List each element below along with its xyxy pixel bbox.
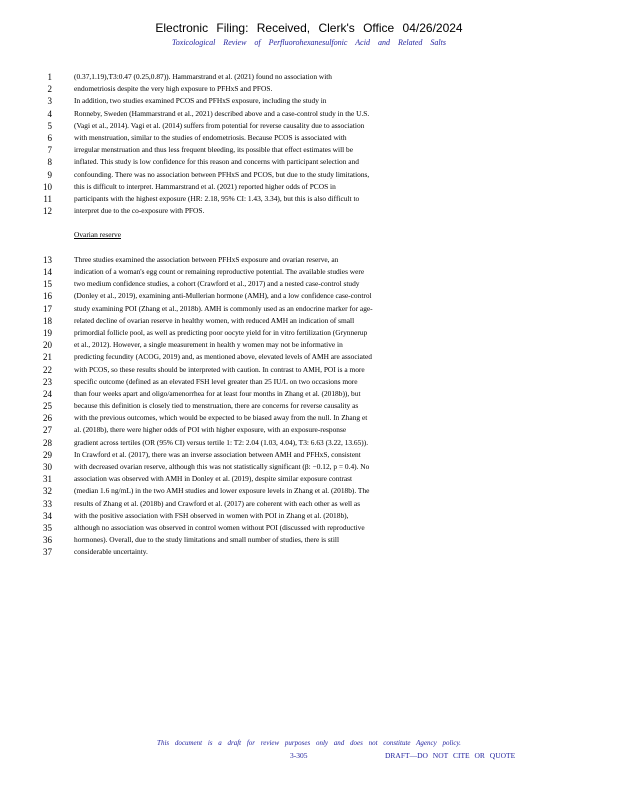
line-number: 24 <box>43 388 52 399</box>
line-text: with the positive association with FSH observed in women with POI in Zhang et al. (2018b), <box>74 510 349 520</box>
paragraph-ovarian-reserve <box>30 254 580 559</box>
line-text: association was observed with AMH in Donley et al. (2019), despite similar exposure contrast <box>74 474 353 484</box>
line-number: 10 <box>43 181 52 192</box>
line-number: 14 <box>43 267 52 277</box>
line-row <box>30 327 580 339</box>
line-row <box>30 473 580 485</box>
line-text: endometriosis despite the very high exposure to PFHxS and PFOS. <box>74 84 273 94</box>
line-text: Three studies examined the association between PFHxS exposure and ovarian reserve, an <box>74 254 339 264</box>
line-number: 20 <box>43 340 52 351</box>
line-row <box>30 485 580 497</box>
line-row <box>30 315 580 327</box>
line-row <box>30 364 580 376</box>
line-number: 1 <box>47 72 52 82</box>
line-number: 22 <box>43 364 52 375</box>
line-number: 23 <box>43 376 52 387</box>
line-row <box>30 290 580 302</box>
line-number: 32 <box>43 486 52 497</box>
line-number: 31 <box>43 474 52 485</box>
line-row <box>30 376 580 388</box>
document-title: Toxicological Review of Perfluorohexanesulfonic Acid and Related Salts <box>172 38 446 47</box>
line-text: than four weeks apart and oligo/amenorrhea for at least four months in Zhang et al. (2018b)), but <box>74 388 361 398</box>
line-text: irregular menstruation and thus less frequent bleeding, its possible that effect estimates will be <box>74 145 353 155</box>
line-number: 25 <box>43 401 52 412</box>
line-row <box>30 546 580 558</box>
line-number: 7 <box>47 145 52 156</box>
line-text: two medium confidence studies, a cohort (Crawford et al., 2017) and a nested case-control study <box>74 279 360 289</box>
line-text: predicting fecundity (ACOG, 2019) and, as mentioned above, elevated levels of AMH are associated <box>74 352 372 362</box>
line-text: study examining POI (Zhang et al., 2018b). AMH is commonly used as an endocrine marker for age- <box>74 303 373 313</box>
line-number: 4 <box>47 108 52 119</box>
line-row <box>30 339 580 351</box>
line-row <box>30 169 580 181</box>
line-text: confounding. There was no association between PFHxS and PCOS, but due to the study limitations, <box>74 169 370 179</box>
line-text: considerable uncertainty. <box>74 547 148 557</box>
section-heading-line <box>30 229 580 241</box>
line-number: 12 <box>43 206 52 217</box>
line-text: hormones). Overall, due to the study limitations and small number of studies, there is still <box>74 535 339 545</box>
line-number: 19 <box>43 327 52 338</box>
line-text: primordial follicle pool, as well as predicting poor oocyte yield for in vitro fertilization (Grynnerup <box>74 327 368 337</box>
line-text: (Donley et al., 2019), examining anti-Mullerian hormone (AMH), and a low confidence case-control <box>74 291 372 301</box>
line-text: specific outcome (defined as an elevated FSH level greater than 25 IU/L on two occasions more <box>74 376 358 386</box>
line-number: 16 <box>43 291 52 302</box>
line-number: 17 <box>43 303 52 314</box>
document-body <box>30 71 580 559</box>
line-number: 5 <box>47 120 52 131</box>
page-number: 3-305 <box>290 751 308 760</box>
line-number: 18 <box>43 315 52 326</box>
line-number: 21 <box>43 352 52 363</box>
line-row <box>30 534 580 546</box>
line-row <box>30 95 580 107</box>
line-number: 6 <box>47 132 52 143</box>
line-number: 11 <box>43 193 52 204</box>
line-number: 36 <box>43 535 52 546</box>
line-number: 26 <box>43 413 52 424</box>
line-row <box>30 424 580 436</box>
line-row <box>30 400 580 412</box>
line-text: al. (2018b), there were higher odds of POI with higher exposure, with an exposure-response <box>74 425 347 435</box>
filing-stamp: Electronic Filing: Received, Clerk's Office 04/26/2024 <box>155 21 463 35</box>
draft-notice: DRAFT—DO NOT CITE OR QUOTE <box>385 751 516 760</box>
line-row <box>30 144 580 156</box>
line-row <box>30 205 580 217</box>
line-text: results of Zhang et al. (2018b) and Crawford et al. (2017) are coherent with each other as well as <box>74 498 361 508</box>
line-row <box>30 278 580 290</box>
line-row <box>30 132 580 144</box>
line-row <box>30 83 580 95</box>
line-text: with menstruation, similar to the studies of endometriosis. Because PCOS is associated with <box>74 132 347 142</box>
line-row <box>30 461 580 473</box>
line-text: In addition, two studies examined PCOS and PFHxS exposure, including the study in <box>74 96 327 106</box>
line-row <box>30 108 580 120</box>
line-text: related decline of ovarian reserve in healthy women, with reduced AMH an indication of small <box>74 315 355 325</box>
line-text: with PCOS, so these results should be interpreted with caution. In contrast to AMH, POI is a more <box>74 364 365 374</box>
line-text: interpret due to the co-exposure with PFOS. <box>74 206 205 216</box>
line-row <box>30 120 580 132</box>
draft-disclaimer: This document is a draft for review purposes only and does not constitute Agency policy. <box>157 739 461 747</box>
line-row <box>30 303 580 315</box>
line-number: 29 <box>43 449 52 460</box>
line-number: 13 <box>43 254 52 265</box>
line-number: 34 <box>43 510 52 521</box>
line-text: inflated. This study is low confidence for this reason and concerns with participant selection and <box>74 157 359 167</box>
line-text: participants with the highest exposure (HR: 2.18, 95% CI: 1.43, 3.34), but this is also difficult to <box>74 193 360 203</box>
line-row <box>30 510 580 522</box>
line-row <box>30 412 580 424</box>
line-number: 15 <box>43 279 52 290</box>
line-row <box>30 156 580 168</box>
paragraph-pcos <box>30 71 580 217</box>
line-text: although no association was observed in control women without POI (discussed with reproductive <box>74 522 365 532</box>
line-number: 33 <box>43 498 52 509</box>
line-number: 8 <box>47 157 52 168</box>
line-row <box>30 522 580 534</box>
line-number: 3 <box>47 96 52 107</box>
line-text: this is difficult to interpret. Hammarstrand et al. (2021) reported higher odds of PCOS in <box>74 181 336 191</box>
line-number: 2 <box>47 84 52 95</box>
line-row <box>30 266 580 278</box>
line-row <box>30 498 580 510</box>
line-number: 37 <box>43 547 52 558</box>
line-number: 30 <box>43 462 52 472</box>
line-row <box>30 71 580 83</box>
line-row <box>30 449 580 461</box>
section-heading: Ovarian reserve <box>74 230 121 240</box>
line-row <box>30 254 580 266</box>
line-text: (Vagi et al., 2014). Vagi et al. (2014) suffers from potential for reverse causality due to association <box>74 120 365 130</box>
line-number: 35 <box>43 522 52 533</box>
line-text: gradient across tertiles (OR (95% CI) versus tertile 1: T2: 2.04 (1.03, 4.04), T3: 6.63 (3.22, 13.65)). <box>74 437 369 447</box>
line-text: et al., 2012). However, a single measurement in health y women may not be informative in <box>74 340 343 350</box>
line-text: indication of a woman's egg count or remaining reproductive potential. The available studies were <box>74 267 365 276</box>
line-number: 28 <box>43 437 52 448</box>
line-text: Ronneby, Sweden (Hammarstrand et al., 2021) described above and a case-control study in the U.S. <box>74 108 370 118</box>
line-text: (0.37,1.19),T3:0.47 (0.25,0.87)). Hammarstrand et al. (2021) found no association with <box>74 72 333 81</box>
line-number: 9 <box>47 169 52 180</box>
line-row <box>30 351 580 363</box>
line-text: (median 1.6 ng/mL) in the two AMH studies and lower exposure levels in Zhang et al. (2018b). The <box>74 486 370 496</box>
line-number: 27 <box>43 425 52 436</box>
line-row <box>30 388 580 400</box>
line-text: with the previous outcomes, which would be expected to be biased away from the null. In Zhang et <box>74 413 368 423</box>
line-text: because this definition is closely tied to menstruation, there are concerns for reverse causality as <box>74 401 359 411</box>
line-row <box>30 437 580 449</box>
line-row <box>30 181 580 193</box>
line-text: In Crawford et al. (2017), there was an inverse association between AMH and PFHxS, consistent <box>74 449 361 459</box>
line-row <box>30 193 580 205</box>
line-text: with decreased ovarian reserve, although this was not statistically significant (β: −0.12, p = 0.4). No <box>74 462 370 471</box>
